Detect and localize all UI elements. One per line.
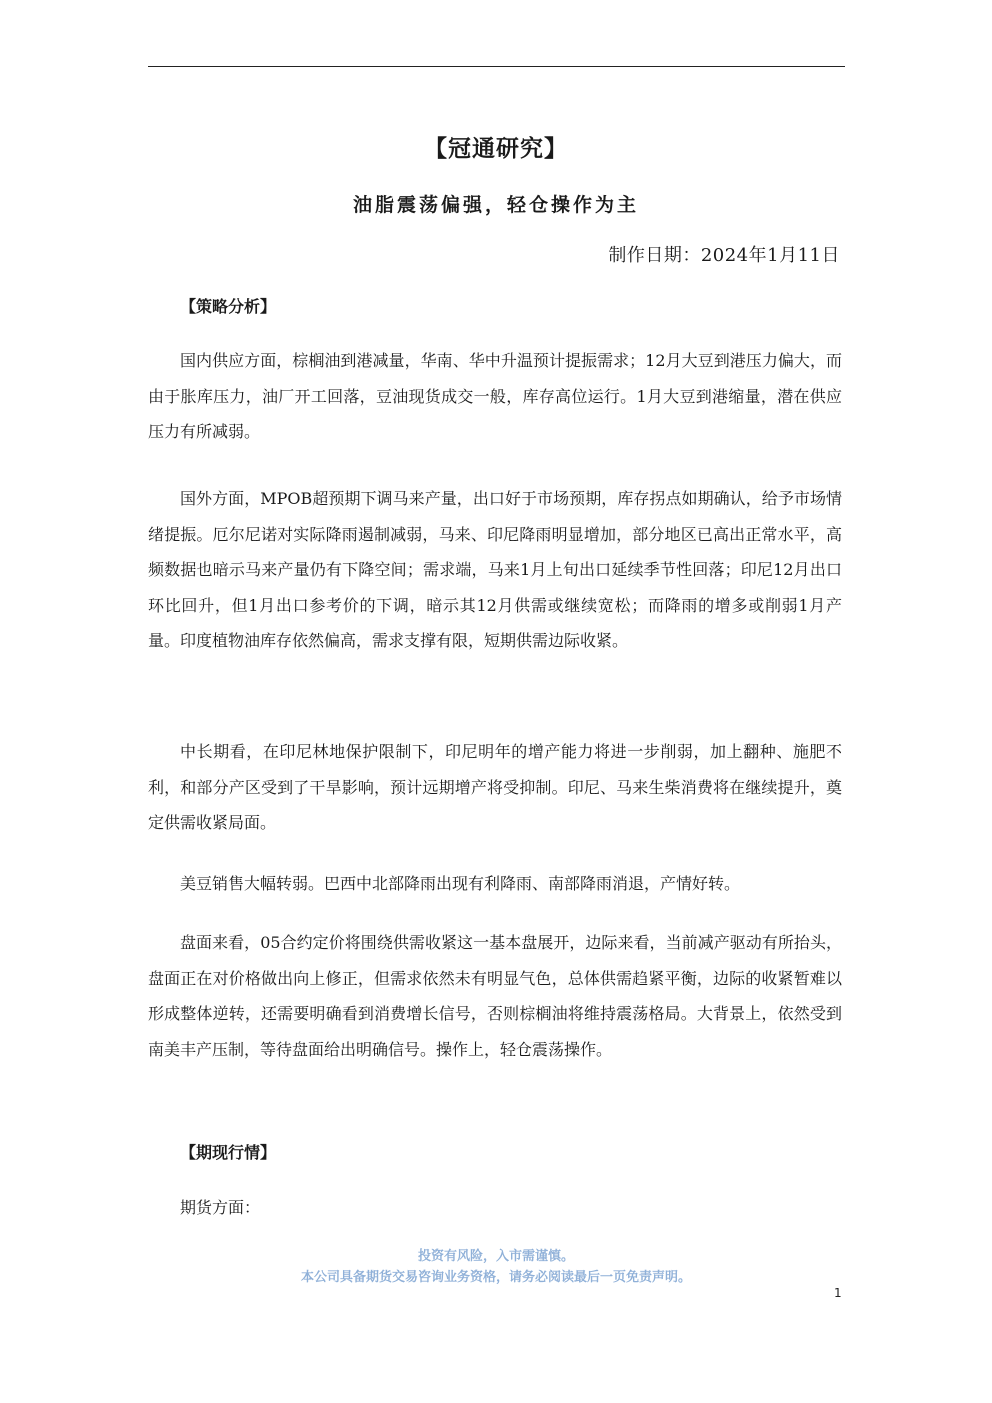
paragraph-futures: 期货方面： [180,1198,261,1217]
section-heading-market: 【期现行情】 [180,1143,277,1162]
section-heading-strategy: 【策略分析】 [180,297,277,316]
paragraph-us-soy: 美豆销售大幅转弱。巴西中北部降雨出现有利降雨、南部降雨消退，产情好转。 [180,874,741,893]
disclaimer-notice: 本公司具备期货交易咨询业务资格，请务必阅读最后一页免责声明。 [300,1270,691,1285]
risk-notice: 投资有风险，入市需谨慎。 [417,1249,574,1264]
top-rule [148,66,845,67]
page-number: 1 [834,1286,842,1300]
paragraph-long-term: 中长期看，在印尼林地保护限制下，印尼明年的增产能力将进一步削弱，加上翻种、施肥不利，和部分产区受到了干旱影响，预计远期增产将受抑制。印尼、马来生柴消费将在继续提升，奠定供需收紧局面。 [148,742,842,832]
report-title: 油脂震荡偏强，轻仓操作为主 [352,194,639,216]
paragraph-overseas: 国外方面，MPOB超预期下调马来产量，出口好于市场预期，库存拐点如期确认，给予市场情绪提振。厄尔尼诺对实际降雨遏制减弱，马来、印尼降雨明显增加，部分地区已高出正常水平，高频数据也暗示马来产量仍有下降空间；需求端，马来1月上旬出口延续季节性回落；印尼12月出口环比回升，但1月出口参考价的下调，暗示其12月供需或继续宽松；而降雨的增多或削弱1月产量。印度植物油库存依然偏高，需求支撑有限，短期供需边际收紧。 [148,489,842,650]
paragraph-domestic-supply: 国内供应方面，棕榈油到港减量，华南、华中升温预计提振需求；12月大豆到港压力偏大，而由于胀库压力，油厂开工回落，豆油现货成交一般，库存高位运行。1月大豆到港缩量，潜在供应压力有所减弱。 [148,351,842,441]
paragraph-market-view: 盘面来看，05合约定价将围绕供需收紧这一基本盘展开，边际来看，当前减产驱动有所抬头，盘面正在对价格做出向上修正，但需求依然未有明显气色，总体供需趋紧平衡，边际的收紧暂难以形成整体逆转，还需要明确看到消费增长信号，否则棕榈油将维持震荡格局。大背景上，依然受到南美丰产压制，等待盘面给出明确信号。操作上，轻仓震荡操作。 [148,933,842,1059]
report-date: 制作日期：2024年1月11日 [608,245,840,266]
brand-title: 【冠通研究】 [424,135,568,162]
